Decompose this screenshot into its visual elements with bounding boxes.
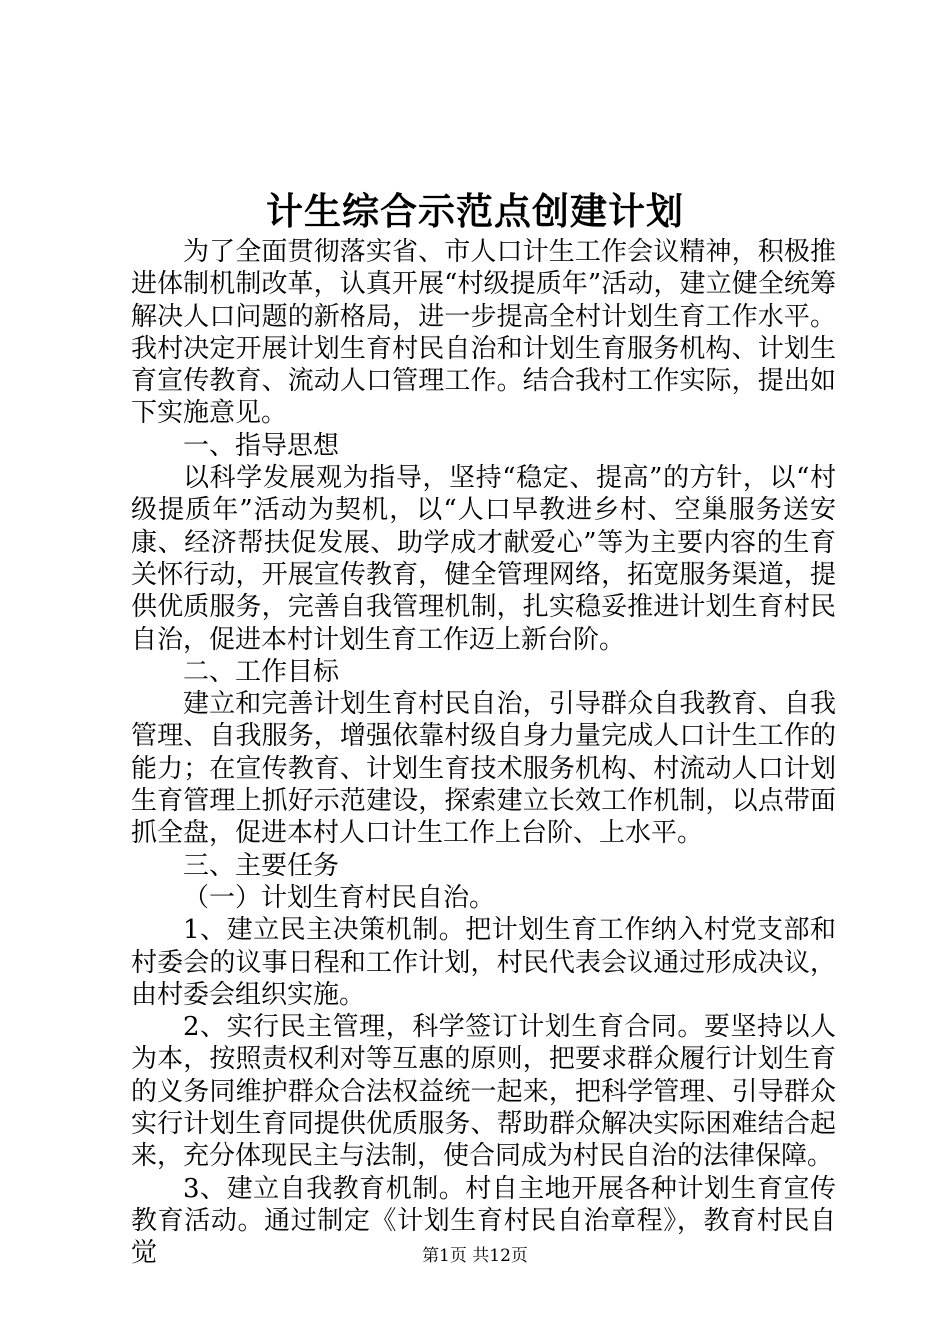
section-heading-main-tasks: 三、主要任务 — [183, 850, 340, 881]
guiding-thought-paragraph: 以科学发展观为指导，坚持“稳定、提高”的方针，以“村级提质年”活动为契机，以“人口早教进乡村、空巢服务送安康、经济帮扶促发展、助学成才献爱心”等为主要内容的生育关怀行动，开展宣传教育，健全管理网络，拓宽服务渠道，提供优质服务，完善自我管理机制，扎实稳妥推进计划生育村民自治，促进本村计划生育工作迈上新台阶。 — [131, 463, 836, 655]
subsection-heading-self-governance: （一）计划生育村民自治。 — [183, 882, 496, 913]
intro-paragraph: 为了全面贯彻落实省、市人口计生工作会议精神，积极推进体制机制改革，认真开展“村级提质年”活动，建立健全统筹解决人口问题的新格局，进一步提高全村计划生育工作水平。我村决定开展计划生育村民自治和计划生育服务机构、计划生育宣传教育、流动人口管理工作。结合我村工作实际，提出如下实施意见。 — [131, 237, 836, 429]
page-number-footer: 第1页 共12页 — [422, 1246, 528, 1266]
section-heading-guiding-thought: 一、指导思想 — [183, 430, 340, 461]
section-heading-work-goals: 二、工作目标 — [183, 656, 340, 687]
task-item-3: 3、建立自我教育机制。村自主地开展各种计划生育宣传教育活动。通过制定《计划生育村民自治章程》，教育村民自觉 — [131, 1173, 836, 1269]
task-item-1: 1、建立民主决策机制。把计划生育工作纳入村党支部和村委会的议事日程和工作计划，村民代表会议通过形成决议，由村委会组织实施。 — [131, 915, 836, 1010]
task-item-2: 2、实行民主管理，科学签订计划生育合同。要坚持以人为本，按照责权利对等互惠的原则，把要求群众履行计划生育的义务同维护群众合法权益统一起来，把科学管理、引导群众实行计划生育同提供优质服务、帮助群众解决实际困难结合起来，充分体现民主与法制，使合同成为村民自治的法律保障。 — [131, 1012, 836, 1172]
document-title: 计生综合示范点创建计划 — [266, 189, 684, 233]
work-goals-paragraph: 建立和完善计划生育村民自治，引导群众自我教育、自我管理、自我服务，增强依靠村级自身力量完成人口计生工作的能力；在宣传教育、计划生育技术服务机构、村流动人口计划生育管理上抓好示范建设，探索建立长效工作机制，以点带面抓全盘，促进本村人口计生工作上台阶、上水平。 — [131, 689, 836, 849]
document-body — [131, 236, 836, 1270]
